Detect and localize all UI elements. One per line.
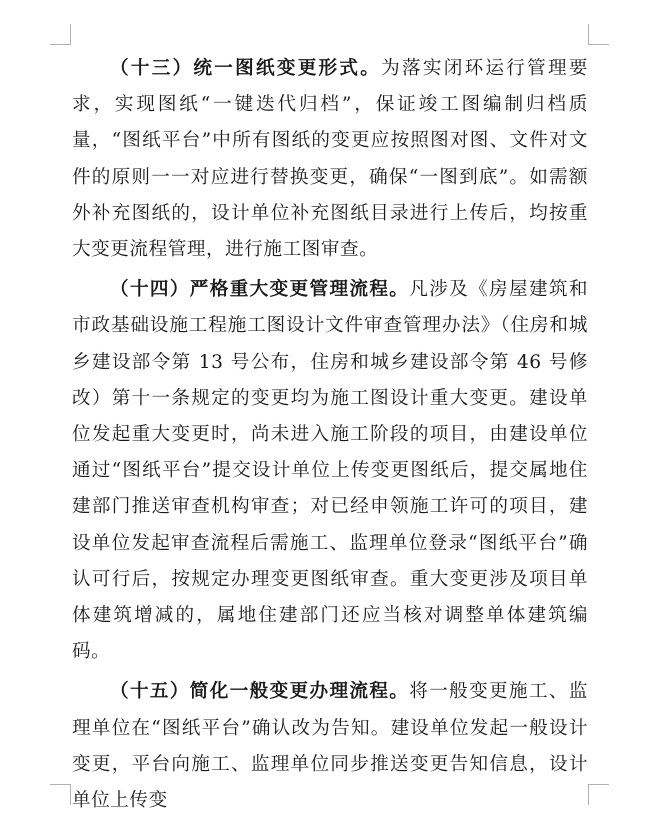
paragraph-14 — [72, 272, 588, 670]
crop-mark-bottom-right — [588, 784, 609, 805]
crop-mark-top-right — [588, 24, 609, 45]
paragraph-13-text: 为落实闭环运行管理要求，实现图纸“一键迭代归档”，保证竣工图编制归档质量，“图纸平台”中所有图纸的变更应按照图对图、文件对文件的原则一一对应进行替换变更，确保“一图到底”。如需额外补充图纸的，设计单位补充图纸目录进行上传后，均按重大变更流程管理，进行施工图审查。 — [72, 58, 588, 261]
crop-mark-bottom-left — [50, 784, 71, 805]
paragraph-15-heading: （十五）简化一般变更办理流程。 — [110, 681, 410, 703]
document-body — [72, 51, 588, 823]
paragraph-14-heading: （十四）严格重大变更管理流程。 — [110, 279, 410, 301]
paragraph-13 — [72, 51, 588, 268]
paragraph-14-text: 凡涉及《房屋建筑和市政基础设施工程施工图设计文件审查管理办法》（住房和城乡建设部令第 13 号公布，住房和城乡建设部令第 46 号修改）第十一条规定的变更均为施工图设计重大变更。建设单位发起重大变更时，尚未进入施工阶段的项目，由建设单位通过“图纸平台”提交设计单位上传变更图纸后，提交属地住建部门推送审查机构审查；对已经申领施工许可的项目，建设单位发起审查流程后需施工、监理单位登录“图纸平台”确认可行后，按规定办理变更图纸审查。重大变更涉及项目单体建筑增减的，属地住建部门还应当核对调整单体建筑编码。 — [72, 279, 588, 663]
paragraph-13-heading: （十三）统一图纸变更形式。 — [110, 58, 382, 79]
paragraph-15-text: 将一般变更施工、监理单位在“图纸平台”确认改为告知。建设单位发起一般设计变更，平台向施工、监理单位同步推送变更告知信息，设计单位上传变 — [72, 681, 588, 812]
crop-mark-top-left — [50, 24, 71, 45]
paragraph-15 — [72, 674, 588, 819]
